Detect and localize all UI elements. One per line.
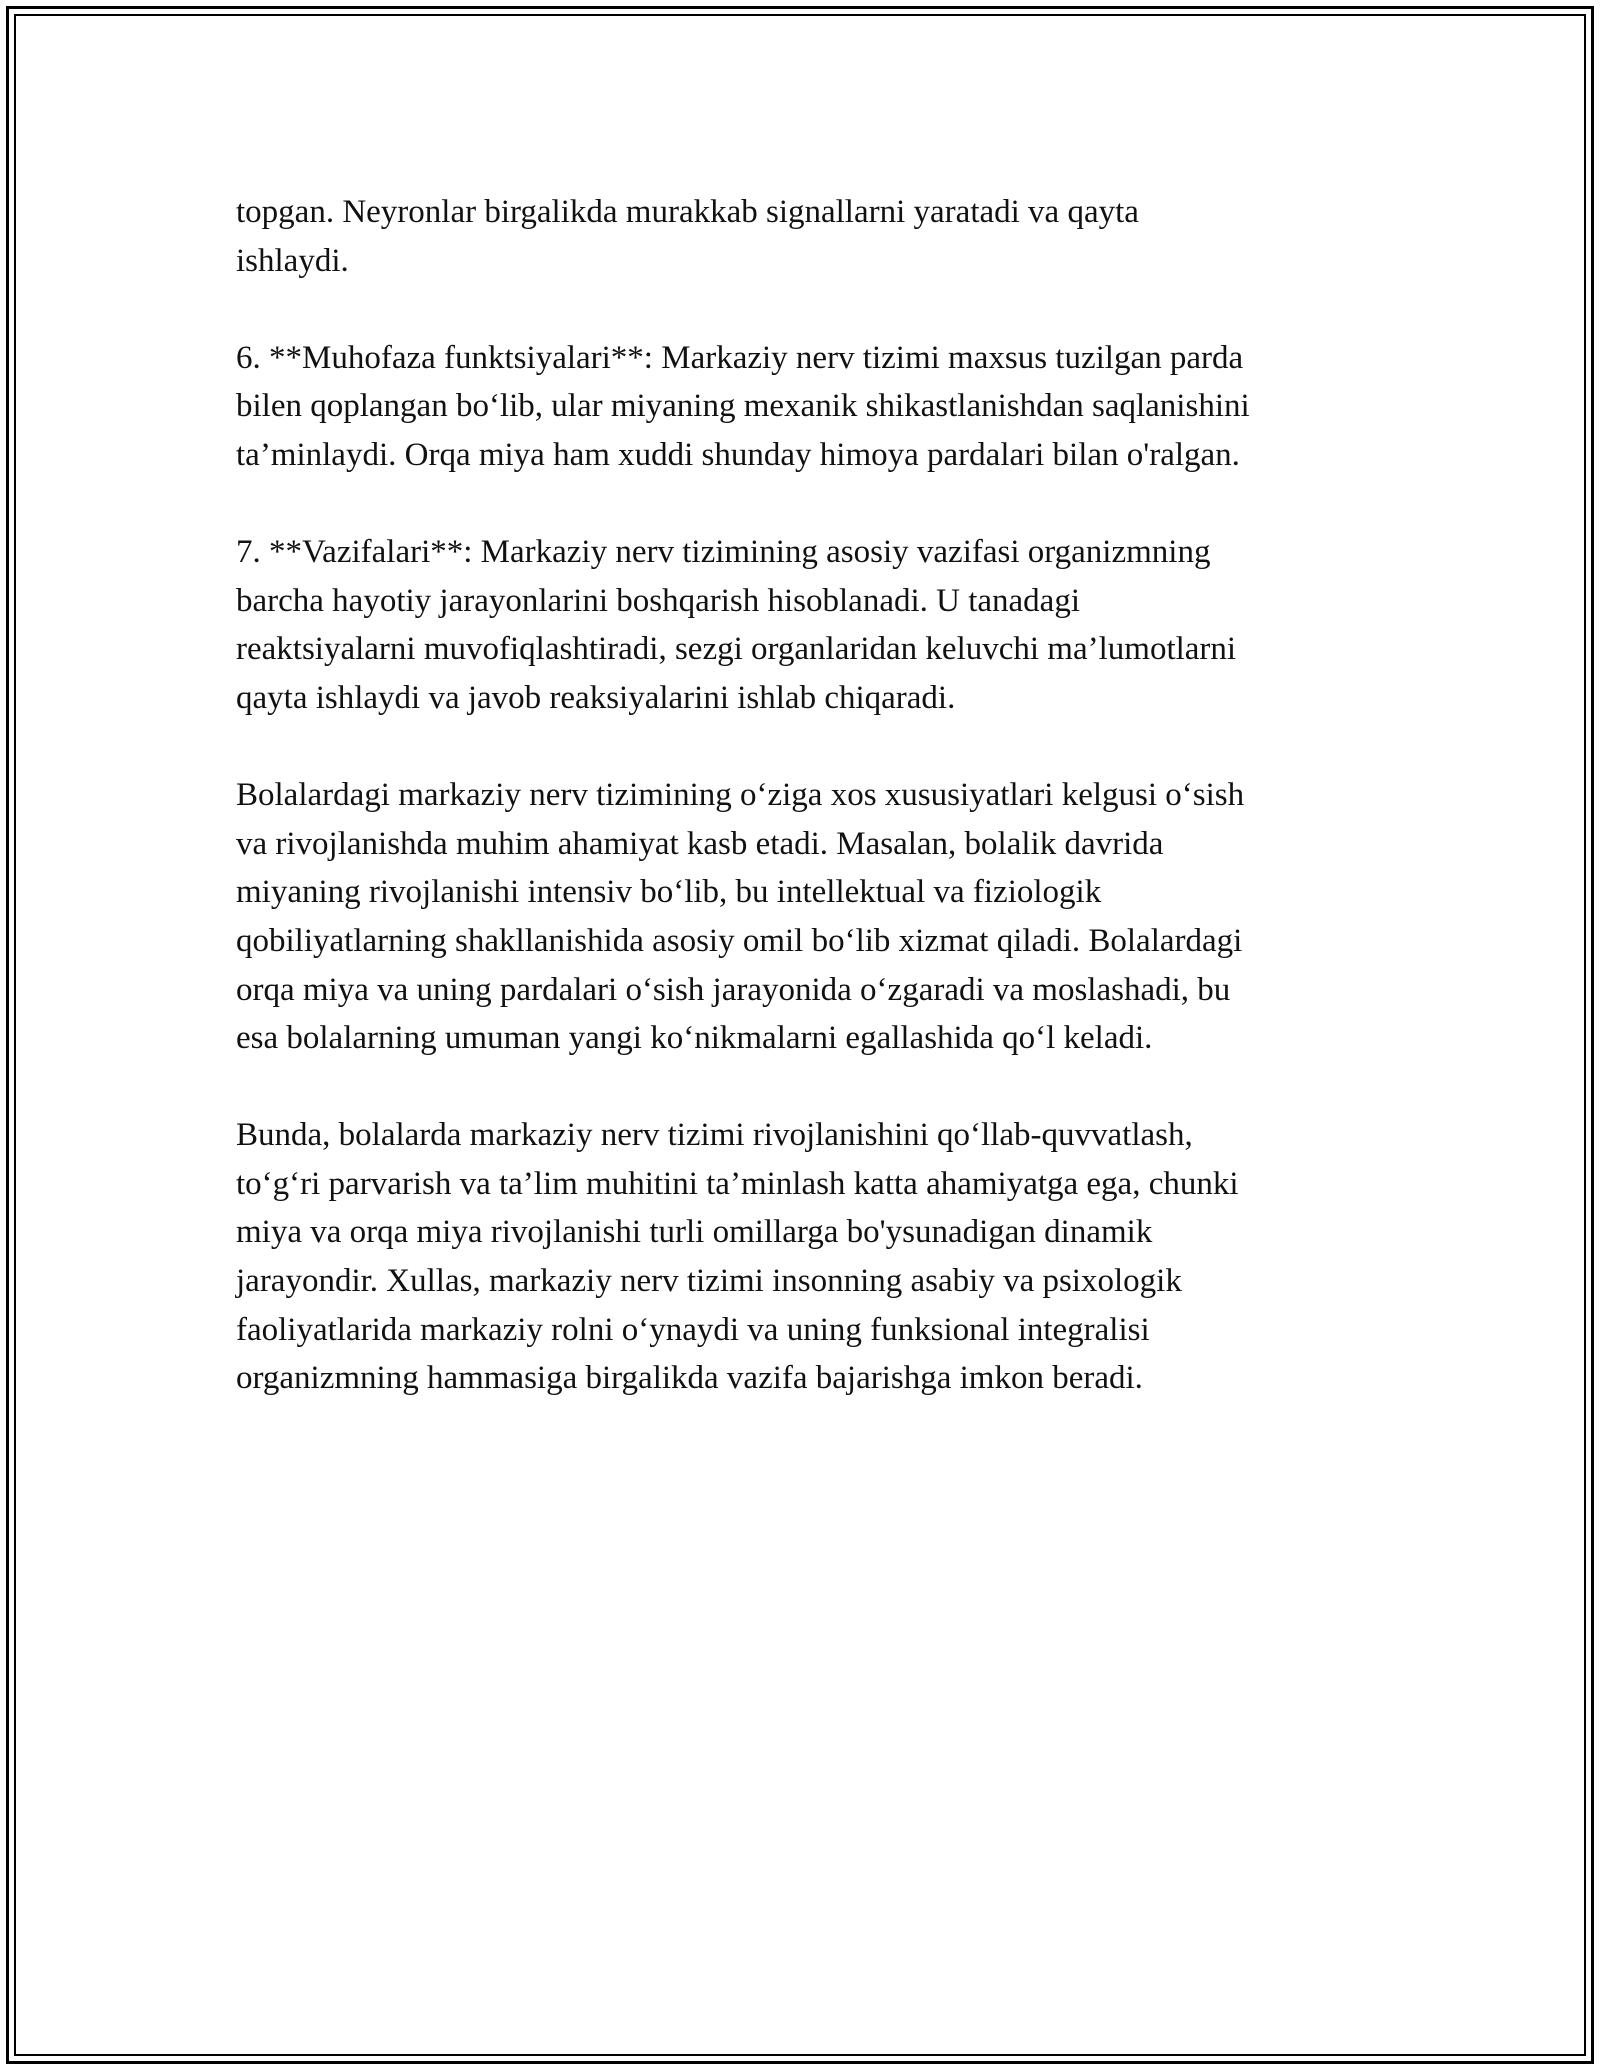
paragraph-protective-functions [236, 334, 1396, 480]
text-line: reaktsiyalarni muvofiqlashtiradi, sezgi organlaridan keluvchi ma’lumotlarni [236, 631, 1237, 668]
text-line: Bunda, bolalarda markaziy nerv tizimi rivojlanishini qo‘llab-quvvatlash, [236, 1117, 1193, 1154]
document-body [236, 188, 1396, 1451]
text-line: qobiliyatlarning shakllanishida asosiy omil bo‘lib xizmat qiladi. Bolalardagi [236, 922, 1243, 959]
paragraph-neurons-continuation [236, 188, 1396, 285]
text-line: organizmning hammasiga birgalikda vazifa bajarishga imkon beradi. [236, 1360, 1143, 1397]
text-line: faoliyatlarida markaziy rolni o‘ynaydi va uning funksional integralisi [236, 1311, 1150, 1348]
text-line: miya va orqa miya rivojlanishi turli omillarga bo'ysunadigan dinamik [236, 1214, 1153, 1251]
text-line: qayta ishlaydi va javob reaksiyalarini ishlab chiqaradi. [236, 679, 956, 716]
text-line: 7. **Vazifalari**: Markaziy nerv tizimining asosiy vazifasi organizmning [236, 534, 1211, 571]
paragraph-duties [236, 528, 1396, 722]
text-line: orqa miya va uning pardalari o‘sish jarayonida o‘zgaradi va moslashadi, bu [236, 971, 1231, 1008]
paragraph-children-features [236, 771, 1396, 1063]
text-line: 6. **Muhofaza funktsiyalari**: Markaziy nerv tizimi maxsus tuzilgan parda [236, 339, 1244, 376]
paragraph-conclusion [236, 1111, 1396, 1403]
text-line: ta’minlaydi. Orqa miya ham xuddi shunday himoya pardalari bilan o'ralgan. [236, 436, 1240, 473]
text-line: topgan. Neyronlar birgalikda murakkab signallarni yaratadi va qayta [236, 194, 1139, 230]
text-line: esa bolalarning umuman yangi ko‘nikmalarni egallashida qo‘l keladi. [236, 1020, 1153, 1057]
text-line: to‘g‘ri parvarish va ta’lim muhitini ta’minlash katta ahamiyatga ega, chunki [236, 1165, 1239, 1202]
text-line: va rivojlanishda muhim ahamiyat kasb etadi. Masalan, bolalik davrida [236, 825, 1164, 862]
text-line: miyaning rivojlanishi intensiv bo‘lib, bu intellektual va fiziologik [236, 874, 1102, 911]
text-line: ishlaydi. [236, 242, 349, 279]
text-line: barcha hayotiy jarayonlarini boshqarish hisoblanadi. U tanadagi [236, 582, 1080, 619]
text-line: jarayondir. Xullas, markaziy nerv tizimi insonning asabiy va psixologik [236, 1263, 1182, 1300]
text-line: Bolalardagi markaziy nerv tizimining o‘ziga xos xususiyatlari kelgusi o‘sish [236, 777, 1245, 814]
text-line: bilen qoplangan bo‘lib, ular miyaning mexanik shikastlanishdan saqlanishini [236, 388, 1250, 425]
